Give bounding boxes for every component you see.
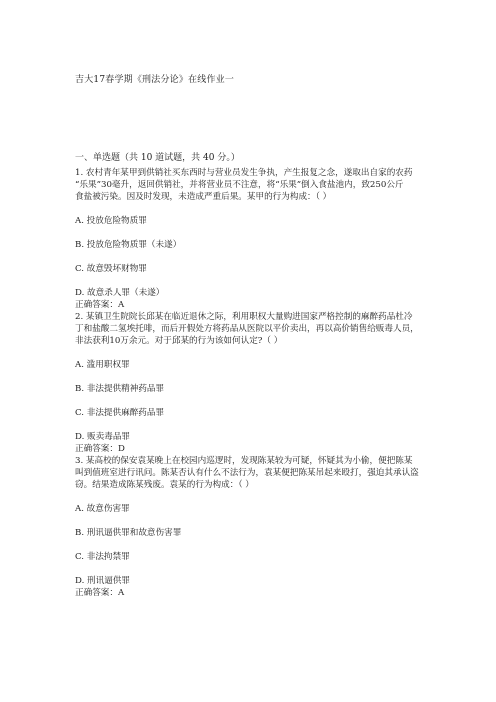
question-1-stem-line-2: “乐果”30毫升，返回供销社，并将营业员不注意，将“乐果”倒入食盐池内，致250公斤 [75, 180, 404, 190]
section-heading: 一、单选题（共 10 道试题，共 40 分。） [75, 153, 240, 163]
question-3-option-b: B. 刑讯逼供罪和故意伤害罪 [75, 528, 182, 538]
question-3-answer: 正确答案：A [75, 588, 125, 598]
question-2-option-d: D. 贩卖毒品罪 [75, 432, 131, 442]
question-1-option-c: C. 故意毁坏财物罪 [75, 264, 147, 274]
question-1-option-b: B. 投放危险物质罪（未遂） [75, 240, 182, 250]
question-2-option-a: A. 滥用职权罪 [75, 360, 130, 370]
question-3-option-d: D. 刑讯逼供罪 [75, 576, 131, 586]
question-1-stem-line-3: 食盐被污染。因及时发现，未造成严重后果。某甲的行为构成：（ ） [75, 192, 332, 202]
question-3-stem-line-3: 窃。结果造成陈某残废。袁某的行为构成：（ ） [75, 480, 254, 490]
question-3-stem-line-1: 3. 某高校的保安袁某晚上在校园内巡逻时，发现陈某较为可疑，怀疑其为小偷，便把陈某 [75, 456, 413, 466]
question-3-stem-line-2: 叫到值班室进行讯问。陈某否认有什么不法行为，袁某便把陈某吊起来殴打，强迫其承认盗 [75, 468, 419, 478]
question-2-stem-line-1: 2. 某镇卫生院院长邱某在临近退休之际，利用职权大量购进国家严格控制的麻醉药品杜冷 [75, 312, 413, 322]
question-2-option-b: B. 非法提供精神药品罪 [75, 384, 165, 394]
question-2-answer: 正确答案：D [75, 444, 125, 454]
question-1-answer: 正确答案：A [75, 300, 125, 310]
question-1-option-d: D. 故意杀人罪（未遂） [75, 288, 165, 298]
document-title: 吉大17春学期《刑法分论》在线作业一 [75, 75, 235, 85]
question-2-stem-line-3: 非法获利10万余元。对于邱某的行为该如何认定?（ ） [75, 336, 283, 346]
question-2-option-c: C. 非法提供麻醉药品罪 [75, 408, 165, 418]
question-1-stem-line-1: 1. 农村青年某甲到供销社买东西时与营业员发生争执，产生报复之念，遂取出自家的农药 [75, 168, 413, 178]
question-3-option-c: C. 非法拘禁罪 [75, 552, 130, 562]
question-3-option-a: A. 故意伤害罪 [75, 504, 130, 514]
question-2-stem-line-2: 丁和盐酸二氢埃托啡，而后开假处方将药品从医院以平价卖出，再以高价销售给贩毒人员， [75, 324, 419, 334]
question-1-option-a: A. 投放危险物质罪 [75, 216, 147, 226]
